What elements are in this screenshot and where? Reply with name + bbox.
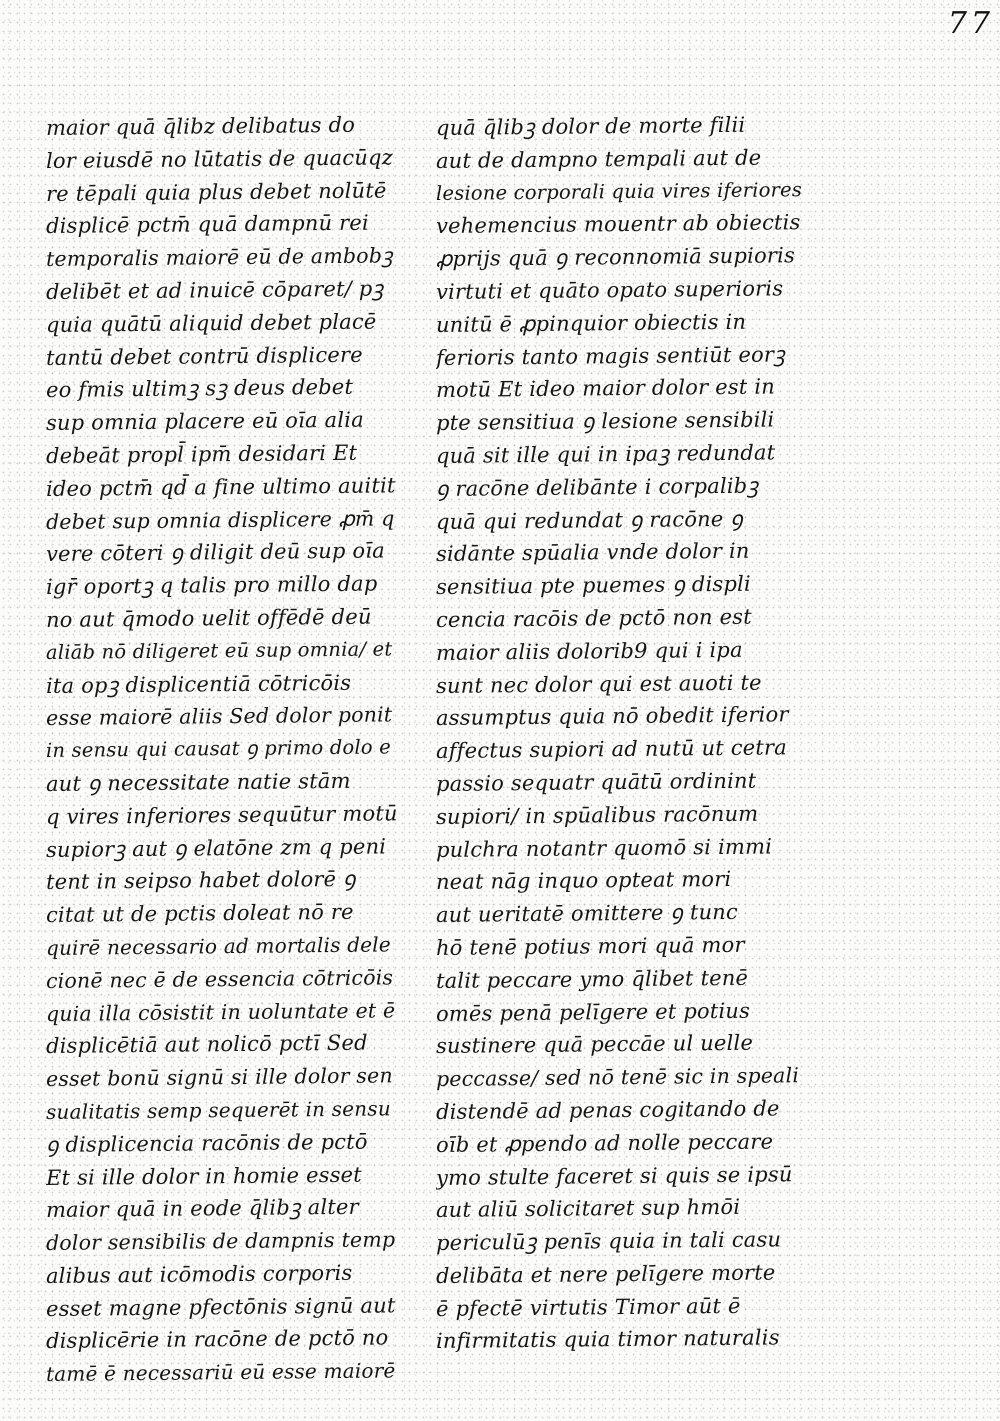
- manuscript-line: re tēpali quia plus debet nolūtē: [45, 178, 387, 206]
- manuscript-line: delibāta et nere pelīgere morte: [435, 1260, 776, 1288]
- manuscript-line: pte sensitiua ꝯ lesione sensibili: [435, 407, 775, 436]
- manuscript-line: maior quā in eode q̄libꝫ alter: [45, 1195, 359, 1223]
- manuscript-line: virtuti et quāto opato superioris: [435, 276, 784, 304]
- folio-number: 77: [947, 6, 994, 41]
- manuscript-line: maior quā q̄libz delibatus do: [45, 112, 356, 140]
- manuscript-line: sualitatis semp sequerēt in sensu: [45, 1096, 391, 1124]
- manuscript-line: omēs penā pelīgere et potius: [435, 998, 751, 1026]
- manuscript-line: ē pfectē virtutis Timor aūt ē: [435, 1293, 741, 1321]
- manuscript-line: unitū ē ꝓpinquior obiectis in: [435, 309, 747, 337]
- manuscript-line: esset magne pfectōnis signū aut: [45, 1293, 396, 1321]
- manuscript-line: quia illa cōsistit in uoluntate et ē: [45, 997, 396, 1026]
- manuscript-line: maior aliis dolorib9 qui i ipa: [435, 637, 743, 665]
- manuscript-line: ferioris tanto magis sentiūt eorꝫ: [435, 341, 786, 370]
- manuscript-line: supiori/ in spūalibus racōnum: [435, 801, 759, 829]
- manuscript-line: ꝓprijs quā ꝯ reconnomiā supioris: [435, 243, 796, 272]
- right-text-column: [436, 112, 802, 1358]
- manuscript-line: debet sup omnia displicere ꝓm̄ q: [45, 505, 395, 534]
- manuscript-line: pulchra notantr quomō si immi: [435, 834, 773, 862]
- manuscript-line: affectus supiori ad nutū ut cetra: [435, 735, 788, 764]
- manuscript-line: Et si ille dolor in homie esset: [45, 1162, 362, 1190]
- manuscript-line: ꝯ racōne delibānte i corpalibꝫ: [435, 473, 759, 501]
- manuscript-line: aliāb nō diligeret eū sup omnia/ et: [45, 637, 393, 664]
- manuscript-line: q vires inferiores sequūtur motū: [45, 801, 398, 829]
- manuscript-line: aut ꝯ necessitate natie stām: [45, 768, 351, 796]
- manuscript-line: quā sit ille qui in ipaꝫ redundat: [435, 440, 776, 468]
- manuscript-line: tent in seipso habet dolorē ꝯ: [45, 867, 356, 895]
- manuscript-line: sensitiua pte puemes ꝯ displi: [435, 571, 751, 600]
- left-text-column: [46, 112, 398, 1391]
- manuscript-line: motū Et ideo maior dolor est in: [435, 374, 776, 403]
- manuscript-line: temporalis maiorē eū de ambobꝫ: [45, 243, 393, 272]
- manuscript-line: quā q̄libꝫ dolor de morte filii: [435, 112, 746, 140]
- manuscript-line: sunt nec dolor qui est auoti te: [435, 670, 762, 698]
- manuscript-line: displicē pctm̄ quā dampnū rei: [45, 211, 370, 239]
- manuscript-line: quirē necessario ad mortalis dele: [45, 932, 392, 960]
- manuscript-line: vere cōteri ꝯ diligit deū sup oīa: [45, 538, 386, 567]
- manuscript-line: in sensu qui causat ꝯ primo dolo e: [45, 735, 392, 763]
- manuscript-line: displicētiā aut nolicō pctī Sed: [45, 1030, 368, 1059]
- manuscript-line: sustinere quā peccāe ul uelle: [435, 1030, 754, 1059]
- manuscript-line: cencia racōis de pctō non est: [435, 604, 752, 632]
- manuscript-line: ymo stulte faceret si quis se ipsū: [435, 1161, 793, 1190]
- manuscript-line: passio sequatr quātū ordinint: [435, 768, 757, 796]
- manuscript-line: assumptus quia nō obedit iferior: [435, 702, 789, 731]
- manuscript-line: tantū debet contrū displicere: [45, 342, 363, 370]
- manuscript-line: peccasse/ sed nō tenē sic in speali: [435, 1063, 800, 1092]
- manuscript-line: citat ut de pctis doleat nō re: [45, 899, 354, 928]
- manuscript-line: esset bonū signū si ille dolor sen: [45, 1063, 393, 1092]
- manuscript-line: oīb et ꝓpendo ad nolle peccare: [435, 1129, 774, 1157]
- manuscript-line: lesione corporali quia vires iferiores: [435, 177, 803, 205]
- manuscript-line: displicērie in racōne de pctō no: [45, 1325, 389, 1354]
- manuscript-line: aut ueritatē omittere ꝯ tunc: [435, 899, 739, 928]
- manuscript-line: debeāt propl̄ ipm̄ desidari Et: [45, 440, 358, 468]
- manuscript-line: lor eiusdē no lūtatis de quacūqz: [45, 145, 394, 173]
- manuscript-line: sidānte spūalia vnde dolor in: [435, 539, 750, 567]
- manuscript-line: aut aliū solicitaret sup hmōi: [435, 1195, 741, 1223]
- manuscript-line: igr̄ oportꝫ q talis pro millo dap: [45, 571, 378, 600]
- manuscript-line: no aut q̄modo uelit offēdē deū: [45, 604, 372, 632]
- manuscript-line: aut de dampno tempali aut de: [435, 145, 762, 173]
- manuscript-line: delibēt et ad inuicē cōparet/ pꝫ: [45, 276, 384, 304]
- manuscript-line: ideo pctm̄ qd̄ a fine ultimo auitit: [45, 473, 396, 501]
- manuscript-line: sup omnia placere eū oīa alia: [45, 407, 364, 436]
- manuscript-line: infirmitatis quia timor naturalis: [435, 1325, 780, 1354]
- manuscript-line: ꝯ displicencia racōnis de pctō: [45, 1129, 368, 1157]
- manuscript-line: esse maiorē aliis Sed dolor ponit: [45, 702, 393, 731]
- manuscript-line: talit peccare ymo q̄libet tenē: [435, 965, 749, 993]
- manuscript-line: quā qui redundat ꝯ racōne ꝯ: [435, 506, 743, 534]
- manuscript-line: eo fmis ultimꝫ sꝫ deus debet: [45, 375, 354, 403]
- manuscript-line: neat nāg inquo opteat mori: [435, 867, 732, 895]
- manuscript-line: quia quātū aliquid debet placē: [45, 309, 377, 337]
- manuscript-line: dolor sensibilis de dampnis temp: [45, 1227, 396, 1256]
- manuscript-line: vehemencius mouentr ab obiectis: [435, 210, 801, 239]
- manuscript-line: hō tenē potius mori quā mor: [435, 932, 745, 960]
- manuscript-line: alibus aut icōmodis corporis: [45, 1260, 353, 1288]
- manuscript-line: ita opꝫ displicentiā cōtricōis: [45, 670, 352, 698]
- manuscript-line: tamē ē necessariū eū esse maiorē: [45, 1358, 396, 1387]
- manuscript-line: cionē nec ē de essencia cōtricōis: [45, 965, 394, 993]
- manuscript-line: distendē ad penas cogitando de: [435, 1096, 780, 1124]
- manuscript-line: periculūꝫ penīs quia in tali casu: [435, 1227, 782, 1256]
- manuscript-line: supiorꝫ aut ꝯ elatōne zm q peni: [45, 833, 387, 862]
